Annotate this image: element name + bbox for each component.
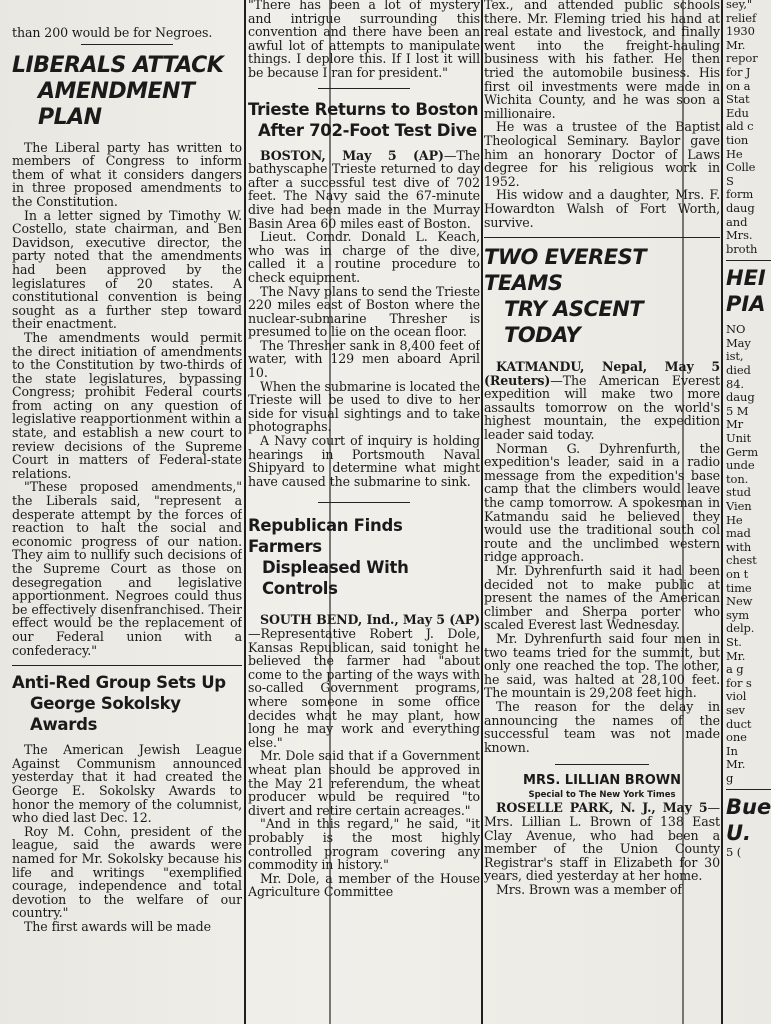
cut-text-line: form xyxy=(726,187,754,202)
cut-headline-line: PIA xyxy=(726,292,766,317)
divider xyxy=(318,88,411,89)
cut-text-line: Germ xyxy=(726,444,758,459)
cut-text-line: Mr xyxy=(726,417,744,432)
headline: MRS. LILLIAN BROWN xyxy=(523,773,681,789)
cut-headline xyxy=(726,794,771,846)
paragraph: ROSELLE PARK, N. J., May 5—Mrs. Lillian L. Brown of 138 East Clay Avenue, who had been a member of the Union County Registrar's staff in Elizabeth for 30 years, died yesterday at her home. xyxy=(484,800,720,884)
cut-text-line: time xyxy=(726,580,752,595)
cut-text-line: New xyxy=(726,594,753,609)
cut-text-line: g xyxy=(726,770,734,785)
headline: AMENDMENT PLAN xyxy=(38,78,195,130)
cut-headline-line: U. xyxy=(726,821,752,846)
cut-text-line: on t xyxy=(726,566,749,581)
paragraph: Lieut. Comdr. Donald L. Keach, who was in charge of the dive, called it a routine procedure to check equipment. xyxy=(248,229,480,285)
cut-text-line: May xyxy=(726,335,751,350)
cut-text-line: with xyxy=(726,539,752,554)
cut-text-line: ald c xyxy=(726,119,754,134)
cut-text-line: on a xyxy=(726,78,751,93)
cut-text-line: S xyxy=(726,173,734,188)
headline: Trieste Returns to Boston xyxy=(248,99,479,119)
paragraph: The amendments would permit the direct initiation of amendments to the Constitution by two-thirds of the state legislatures, bypassing Congress; prohibit Federal courts from acting on any question of legislative reapportionment within a state, and establish a new court to review decisions of the Supreme Court in matters of Federal-state relations. xyxy=(12,329,242,481)
headline: TRY ASCENT TODAY xyxy=(504,297,644,348)
cut-text-block xyxy=(726,846,771,860)
headline: LIBERALS ATTACK xyxy=(12,52,224,78)
paragraph: The American Jewish League Against Communism announced yesterday that it had created the George E. Sokolsky Awards to honor the memory of the columnist, who died last Dec. 12. xyxy=(12,742,242,826)
column-3 xyxy=(484,0,720,1024)
article-trieste xyxy=(248,99,480,489)
cut-text-line: Unit xyxy=(726,431,751,446)
cut-text-line: relief xyxy=(726,10,757,25)
cut-text-line: sev xyxy=(726,702,745,717)
paragraph: The first awards will be made xyxy=(24,918,211,934)
dateline: KATMANDU, Nepal, May 5 (Reuters) xyxy=(484,359,720,388)
cut-text-line: Mr. xyxy=(726,648,746,663)
cut-text-line: In xyxy=(726,743,738,758)
cut-text-line: 84. xyxy=(726,376,744,391)
cut-text-line: 1930 xyxy=(726,24,755,39)
paragraph: SOUTH BEND, Ind., May 5 (AP)—Representative Robert J. Dole, Kansas Republican, said tonight he believed the farmer had "about come to the parting of the ways with so-called Government programs, where someone in some office decides what he may plant, how long he may work and everything else." xyxy=(248,612,480,750)
cut-text-line: ist, xyxy=(726,349,744,364)
headline: George Sokolsky Awards xyxy=(30,694,181,735)
cut-text-line: died xyxy=(726,363,751,378)
divider xyxy=(555,764,649,765)
cut-text-line: chest xyxy=(726,553,757,568)
cut-text-line: duct xyxy=(726,716,752,731)
cut-text-line: Mr. xyxy=(726,757,746,772)
divider xyxy=(726,260,771,261)
paragraph: The Liberal party has written to members of Congress to inform them of what it considers dangers in three proposed amendments to the Constitution. xyxy=(12,139,242,209)
paragraph: Mrs. Brown was a member of xyxy=(496,881,682,897)
cut-text-line: mad xyxy=(726,526,751,541)
paragraph: A Navy court of inquiry is holding hearings in Portsmouth Naval Shipyard to determine what might have caused the submarine to sink. xyxy=(248,433,480,489)
headline: Anti-Red Group Sets Up xyxy=(12,673,226,693)
cut-text-line: Vien xyxy=(726,499,752,513)
divider xyxy=(318,502,411,503)
divider xyxy=(81,44,173,45)
cut-text-line: stud xyxy=(726,485,751,500)
paragraph: Mr. Dole said that if a Government wheat plan should be approved in the May 21 referendum, the wheat producer would be required "to divert and retire certain acreages." xyxy=(248,748,480,818)
article-farmers xyxy=(248,515,480,898)
paragraph: "These proposed amendments," the Liberals said, "represent a desperate attempt by the forces of reaction to halt the social and economic progress of our nation. They aim to nullify such decisions of the Supreme Court as those on desegregation and legislative apportionment. Negroes could thus be effectively disenfranchised. Their effect would be the replacement of our Federal union with a confederacy." xyxy=(12,479,242,658)
fragment-text: than 200 would be for Negroes. xyxy=(12,25,213,40)
cut-text-line: for s xyxy=(726,675,752,690)
cut-text-line: repor xyxy=(726,51,758,66)
byline: Special to The New York Times xyxy=(528,790,676,801)
paragraph: KATMANDU, Nepal, May 5 (Reuters)—The American Everest expedition will make two more assaults tomorrow on the world's highest mountain, the expedition leader said today. xyxy=(484,359,720,443)
cut-text-line: Edu xyxy=(726,105,749,120)
divider xyxy=(726,789,771,790)
paragraph: Norman G. Dyhrenfurth, the expedition's leader, said in a radio message from the expedition's base camp that the climbers would leave the camp tomorrow. A spokesman in Katmandu said he believed they would use the traditional south col route and the unclimbed western ridge approach. xyxy=(484,440,720,565)
cut-text-line: a g xyxy=(726,662,744,677)
column-rule xyxy=(244,0,246,1024)
paragraph: The reason for the delay in announcing the names of the successful team was not made known. xyxy=(484,698,720,755)
cut-text-block xyxy=(726,0,771,256)
cut-text-line: Colle xyxy=(726,160,756,175)
headline: Displeased With Controls xyxy=(262,558,409,599)
article-liberals xyxy=(12,53,242,658)
cut-text-line: He xyxy=(726,146,743,161)
dateline: ROSELLE PARK, N. J., May 5 xyxy=(496,800,708,816)
column-4-cut xyxy=(724,0,771,1024)
paragraph: He was a trustee of the Baptist Theological Seminary. Baylor gave him an honorary Doctor of Laws degree for his religious work in 1952. xyxy=(484,119,720,189)
cut-text-line: 5 M xyxy=(726,403,749,418)
paragraph: Mr. Dole, a member of the House Agriculture Committee xyxy=(248,870,480,900)
cut-text-line: broth xyxy=(726,241,758,256)
cut-text-line: viol xyxy=(726,689,747,704)
cut-headline-line: Bue xyxy=(726,795,771,820)
cut-text-line: sym xyxy=(726,607,750,622)
column-rule xyxy=(721,0,723,1024)
fragment-text: "There has been a lot of mystery and intrigue surrounding this convention and there have been an awful lot of attempts to manipulate things. I deplore this. If I lost it will be because I ran for president." xyxy=(248,0,480,80)
headline: Republican Finds Farmers xyxy=(248,516,403,557)
cut-text-line: Stat xyxy=(726,92,750,107)
paragraph: Roy M. Cohn, president of the league, said the awards were named for Mr. Sokolsky because his life and writings "exemplified courage, independence and total devotion to the welfare of our country." xyxy=(12,823,242,921)
article-everest xyxy=(484,244,720,754)
column-rule xyxy=(481,0,483,1024)
divider xyxy=(484,237,720,238)
column-2 xyxy=(248,0,480,1024)
cut-text-line: one xyxy=(726,730,747,745)
headline: After 702-Foot Test Dive xyxy=(258,120,477,140)
headline: TWO EVEREST TEAMS xyxy=(484,245,647,296)
cut-text-line: daug xyxy=(726,390,755,405)
paragraph: "And in this regard," he said, "it probably is the most highly controlled program covering any commodity in history." xyxy=(248,816,480,873)
cut-headline xyxy=(726,265,771,317)
cut-text-line: unde xyxy=(726,458,755,473)
fragment-text: Tex., and attended public schools there. Mr. Fleming tried his hand at real estate and livestock, and finally went into the freight-hauling business with his father. He then tried the automobile business. His first oil investments were made in Wichita County, and he was soon a millionaire. xyxy=(484,0,720,121)
cut-text-line: Mrs. xyxy=(726,228,753,243)
paragraph: When the submarine is located the Trieste will be used to dive to her side for visual sightings and to take photographs. xyxy=(248,378,480,435)
cut-text-line: Mr. xyxy=(726,37,746,52)
cut-text-line: and xyxy=(726,214,748,229)
article-lillian-brown xyxy=(484,773,720,896)
paragraph: Mr. Dyhrenfurth said it had been decided not to make public at present the names of the American climber and Sherpa porter who scaled Everest last Wednesday. xyxy=(484,563,720,633)
paragraph: BOSTON, May 5 (AP)—The bathyscaphe Trieste returned to day after a successful test dive of 702 feet. The Navy said the 67-minute dive had been made in the Murray Basin Area 60 miles east of Boston. xyxy=(248,147,480,231)
cut-text-line: NO xyxy=(726,322,746,337)
cut-text-block xyxy=(726,323,771,785)
cut-text-line: sey," xyxy=(726,0,753,11)
paragraph: Mr. Dyhrenfurth said four men in two teams tried for the summit, but only one reached the top. The other, he said, was halted at 28,100 feet. The mountain is 29,208 feet high. xyxy=(484,630,720,701)
cut-text-line: for J xyxy=(726,64,751,79)
cut-text-line: ton. xyxy=(726,471,749,486)
divider xyxy=(12,665,242,666)
paragraph: His widow and a daughter, Mrs. F. Howardton Walsh of Fort Worth, survive. xyxy=(484,187,720,230)
paragraph: The Navy plans to send the Trieste 220 miles east of Boston where the nuclear-submarine Thresher is presumed to lie on the ocean floor. xyxy=(248,283,480,340)
cut-text-line: 5 ( xyxy=(726,845,742,860)
cut-text-line: He xyxy=(726,512,743,527)
article-anti-red xyxy=(12,672,242,933)
cut-text-line: tion xyxy=(726,132,749,147)
dateline: SOUTH BEND, Ind., May 5 (AP) xyxy=(260,612,480,628)
cut-text-line: St. xyxy=(726,634,742,649)
column-1 xyxy=(12,0,242,1024)
paragraph: In a letter signed by Timothy W. Costello, state chairman, and Ben Davidson, executive director, the party noted that the amendments had been approved by the legislatures of 20 states. A constitutional convention is being sought as a further step toward their enactment. xyxy=(12,207,242,332)
dateline: BOSTON, May 5 (AP) xyxy=(260,147,444,163)
paragraph: The Thresher sank in 8,400 feet of water, with 129 men aboard April 10. xyxy=(248,337,480,381)
cut-text-line: delp. xyxy=(726,621,755,636)
cut-text-line: daug xyxy=(726,200,755,215)
cut-headline-line: HEI xyxy=(726,266,766,291)
